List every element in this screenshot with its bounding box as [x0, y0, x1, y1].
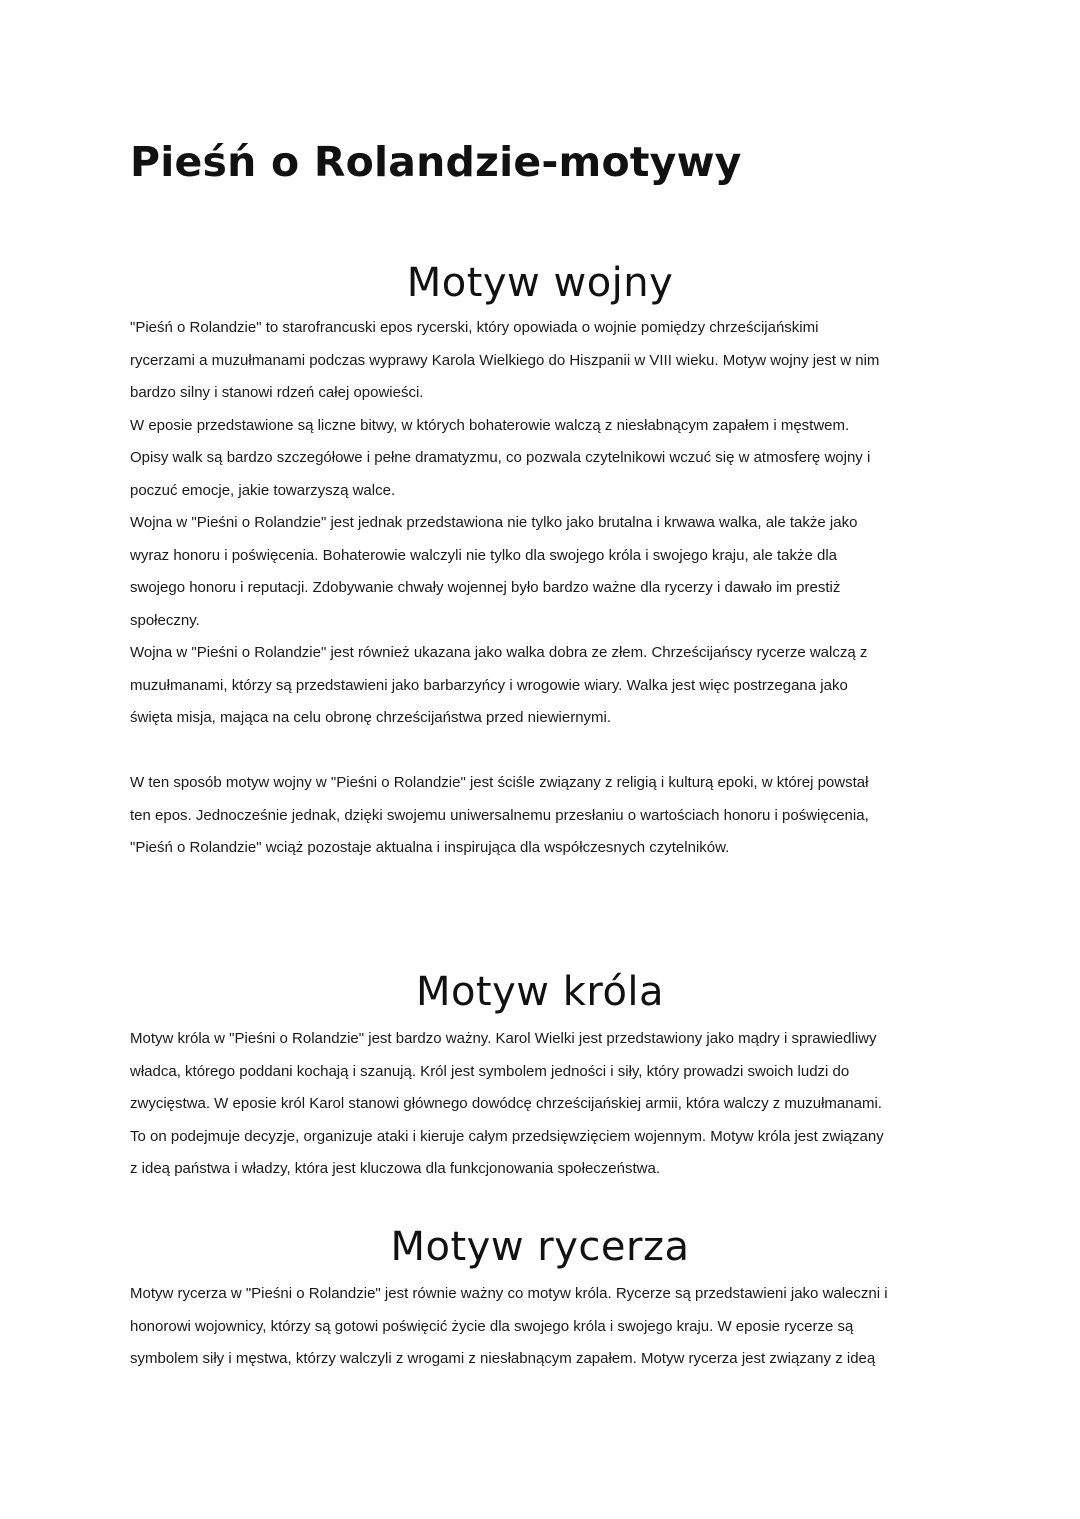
text-line: W ten sposób motyw wojny w "Pieśni o Rolandzie" jest ściśle związany z religią i kulturą epoki, w której powstał	[130, 774, 869, 791]
text-line: Wojna w "Pieśni o Rolandzie" jest jednak przedstawiona nie tylko jako brutalna i krwawa walka, ale także jako	[130, 514, 858, 531]
section-body-knight	[130, 1278, 960, 1376]
paragraph-gap	[130, 735, 960, 768]
text-line: W eposie przedstawione są liczne bitwy, w których bohaterowie walczą z niesłabnącym zapałem i męstwem.	[130, 416, 850, 434]
section-body-king	[130, 1023, 960, 1186]
text-line: zwycięstwa. W eposie król Karol stanowi głównego dowódcę chrześcijańskiej armii, która walczy z muzułmanami.	[130, 1095, 882, 1112]
section-heading-king: Motyw króla	[415, 969, 665, 1015]
text-line: władca, którego poddani kochają i szanują. Król jest symbolem jedności i siły, który prowadzi swoich ludzi do	[130, 1062, 850, 1080]
text-line: Wojna w "Pieśni o Rolandzie" jest również ukazana jako walka dobra ze złem. Chrześcijańscy rycerze walczą z	[130, 644, 868, 661]
text-line: symbolem siły i męstwa, którzy walczyli z wrogami z niesłabnącym zapałem. Motyw rycerza jest związany z ideą	[130, 1350, 876, 1367]
text-line: Motyw króla w "Pieśni o Rolandzie" jest bardzo ważny. Karol Wielki jest przedstawiony jako mądry i sprawiedliwy	[130, 1030, 877, 1047]
text-line: "Pieśń o Rolandzie" to starofrancuski epos rycerski, który opowiada o wojnie pomiędzy chrześcijańskimi	[130, 319, 819, 336]
text-line: wyraz honoru i poświęcenia. Bohaterowie walczyli nie tylko dla swojego króla i swojego kraju, ale także dla	[130, 546, 838, 564]
text-line: muzułmanami, którzy są przedstawieni jako barbarzyńcy i wrogowie wiary. Walka jest więc postrzegana jako	[130, 676, 848, 694]
text-line: społeczny.	[130, 611, 200, 629]
section-body-war	[130, 312, 960, 865]
text-line: swojego honoru i reputacji. Zdobywanie chwały wojennej było bardzo ważne dla rycerzy i dawało im prestiż	[130, 579, 841, 596]
text-line: ten epos. Jednocześnie jednak, dzięki swojemu uniwersalnemu przesłaniu o wartościach honoru i poświęcenia,	[130, 806, 869, 824]
text-line: honorowi wojownicy, którzy są gotowi poświęcić życie dla swojego króla i swojego kraju. W eposie rycerze są	[130, 1317, 854, 1335]
section-heading-knight: Motyw rycerza	[390, 1224, 690, 1270]
text-line: To on podejmuje decyzje, organizuje ataki i kieruje całym przedsięwzięciem wojennym. Motyw króla jest związany	[130, 1127, 884, 1145]
text-line: "Pieśń o Rolandzie" wciąż pozostaje aktualna i inspirująca dla współczesnych czytelników.	[130, 839, 730, 856]
text-line: bardzo silny i stanowi rdzeń całej opowieści.	[130, 384, 424, 401]
text-line: z ideą państwa i władzy, która jest kluczowa dla funkcjonowania społeczeństwa.	[130, 1160, 660, 1177]
section-heading-war: Motyw wojny	[406, 260, 674, 306]
text-line: Opisy walk są bardzo szczegółowe i pełne dramatyzmu, co pozwala czytelnikowi wczuć się w atmosferę wojny i	[130, 449, 871, 466]
document-title: Pieśń o Rolandzie-motywy	[130, 138, 742, 186]
text-line: rycerzami a muzułmanami podczas wyprawy Karola Wielkiego do Hiszpanii w VIII wieku. Motyw wojny jest w nim	[130, 351, 880, 369]
text-line: święta misja, mająca na celu obronę chrześcijaństwa przed niewiernymi.	[130, 709, 612, 726]
text-line: poczuć emocje, jakie towarzyszą walce.	[130, 481, 396, 499]
text-line: Motyw rycerza w "Pieśni o Rolandzie" jest równie ważny co motyw króla. Rycerze są przedstawieni jako waleczni i	[130, 1285, 888, 1302]
